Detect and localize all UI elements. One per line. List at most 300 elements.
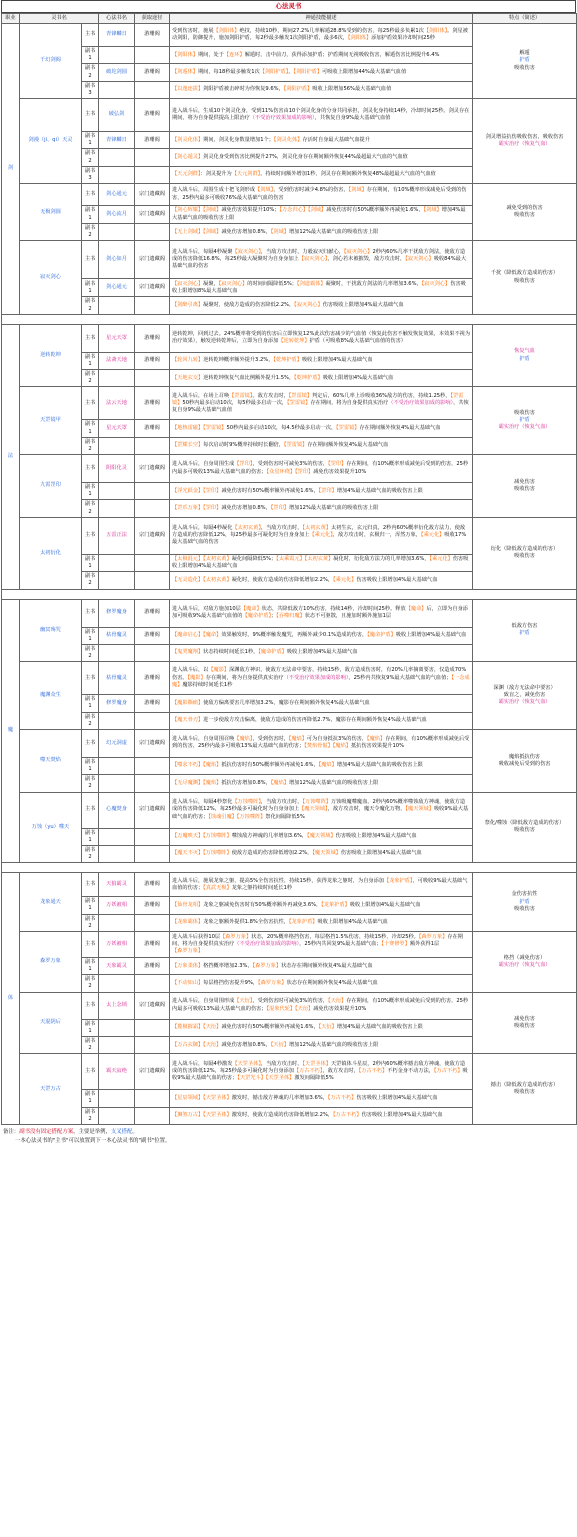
heart-book-cell: 霸天寂绝 (99, 1054, 135, 1090)
feature-cell (473, 99, 577, 184)
heart-book-cell (99, 644, 135, 661)
skill-desc-cell: 进入战斗后，在场上召唤【罡雷镜】。敌方攻击时，【罡雷镜】判定后，60%几率上诊吸收36%敌方的伤害，持续1.25秒，【罡雷镜】50秒内最多启动10次，每5秒最多启动一次，【罡雷镜】存在期间，将为自身提供真实治疗（不受治疗效果加成的影响），共恢复自身9%最大基础气血值 (170, 387, 473, 420)
book-name-cell: 逆转乾坤 (20, 324, 82, 387)
source-cell: 宗门遗藏阁 (135, 992, 170, 1019)
heart-book-cell (99, 149, 135, 166)
feature-tag: 护盾 (519, 898, 530, 905)
skill-desc-cell: 【剑遁体】期间，每18秒最多触发1次【剑阳护盾】，【剑阳护盾】可吸收上限增加44%最大基础气血值 (170, 64, 473, 81)
source-cell (135, 166, 170, 183)
heart-book-cell (99, 554, 135, 571)
section-gap (2, 589, 577, 599)
source-cell (135, 81, 170, 98)
role-cell: 主书 (82, 873, 99, 897)
skill-desc-cell: 进入战斗后，每隔4秒凝聚【寂灭剑心】，当敌方攻击时，力毅寂灭归献心，【寂灭剑心】2秒内60%几率干扰敌方剑法，使敌方造成的伤害降低16.8%，每25秒最大凝聚时为自身身加上【寂灭剑心】，剑心若未被摧毁，敌方攻击时，【寂灭剑心】吸收84%最大基础气血的伤害 (170, 241, 473, 279)
skill-desc-cell: 进入战斗后，每隔4秒凝化【太初玄黄】，当敌方攻击时，【太初玄黄】太初生玄，玄元归真，2秒内60%概率衍化敌方法力，使敌方造成的伤害降低12%，每25秒最多可凝化时为自身身加上【乘元化】，敌方攻击时，玄极归一，浑然万象，【乘元化】吸收17%最大基础气血的伤害 (170, 517, 473, 554)
section-gap (2, 863, 577, 873)
gap-cell (2, 863, 577, 873)
header-book-name: 灵书名 (20, 14, 99, 24)
skill-desc-cell: 进入战斗后，自身周围生成【罡印】，受到伤害时可减免3%的伤害，【罡印】存在期间，有10%概率形成减免后受到的伤害，25秒内最多可吸收13%最大基础气血的伤害；【众星环绕】【罡印】减免伤害效果提升10% (170, 455, 473, 483)
source-cell: 宗门遗藏阁 (135, 206, 170, 224)
skill-desc-cell: 进入战斗后，生成10个剑灵化身，受到11%伤害由10个剑灵化身的分身共同承担，剑灵化身持续14秒，冷却时间25秒。剑灵存在期间，将为自身提供提高上限治疗（不受治疗效果加成的影响），共恢复自身9%最大基础气血值 (170, 99, 473, 132)
heart-book-cell: 万妖被相 (99, 897, 135, 914)
role-cell: 副书1 (82, 47, 99, 64)
feature-tag: 减免伤害 (514, 478, 535, 485)
table-row (2, 99, 577, 132)
feature-tag: 吸收伤害 (514, 905, 535, 912)
source-cell: 游珊阁 (135, 99, 170, 132)
source-cell (135, 297, 170, 314)
role-cell: 副书2 (82, 1107, 99, 1124)
skill-desc-cell: 【地核雷磁】【罡雷镜】50秒内最多启动10次，每4.5秒最多启动一次，【罡雷镜】存在期间额外恢复4%最大基础气血 (170, 420, 473, 437)
book-name-cell: 天罡镜甲 (20, 387, 82, 455)
source-cell (135, 1019, 170, 1036)
note-red: 副书没有固定搭配方案 (19, 1129, 74, 1135)
heart-book-cell: 天狼霸灵 (99, 873, 135, 897)
role-cell: 副书2 (82, 914, 99, 931)
book-name-cell: 万蚀（yu）噬天 (20, 792, 82, 863)
feature-cell (473, 455, 577, 518)
heart-book-cell (99, 500, 135, 517)
role-cell: 副书1 (82, 132, 99, 149)
role-cell: 主书 (82, 662, 99, 695)
heart-book-cell (99, 572, 135, 589)
skill-desc-cell: 【仙骨龙相】龙象之躯减免伤害时有50%概率额外再减免3.6%，【龙象护盾】吸收上限增加4%最大基础气血 (170, 897, 473, 914)
feature-tag: 吸收伤害 (514, 212, 535, 219)
heart-book-cell: 剑心流月 (99, 206, 135, 224)
role-cell: 副书1 (82, 206, 99, 224)
skill-desc-cell: 【剑心辉耀】【剑域】减免伤害效果提升10%；【万念归心】【剑域】减免伤害时有50%概率额外再减免1.6%，【剑域】增加4%最大基础气血的吸收伤害上限 (170, 206, 473, 224)
feature-tag: 千扰（降低敌方造成的伤害） (490, 270, 559, 277)
note-prefix: 备注： (3, 1129, 20, 1135)
note-mid: ，主要是举例， (73, 1129, 111, 1135)
feature-tag: 剑灵增益抗伤吸收伤害，吸收伤害 (485, 133, 564, 140)
heart-book-cell (99, 1090, 135, 1107)
table-row (2, 517, 577, 554)
role-cell: 主书 (82, 241, 99, 279)
role-cell: 副书2 (82, 712, 99, 729)
source-cell: 宗门遗藏阁 (135, 1054, 170, 1090)
table-row (2, 729, 577, 757)
skill-desc-cell: 【轮回九转】逆转乾坤概率额外提升3.2%，【乾坤护盾】吸收上限增加4%最大基础气血 (170, 352, 473, 369)
role-cell: 副书2 (82, 975, 99, 992)
source-cell: 宗门遗藏阁 (135, 241, 170, 279)
role-cell: 副书3 (82, 166, 99, 183)
source-cell: 游珊阁 (135, 599, 170, 627)
feature-tag: 护盾 (519, 630, 530, 637)
skill-desc-cell: 【罡耀长空】每次启动时9%概率持续时长翻倍，【罡雷镜】存在期间额外恢复4%最大基础气血 (170, 437, 473, 454)
book-name-cell: 天混阴后 (20, 992, 82, 1054)
feature-cell (473, 873, 577, 932)
skill-desc-cell: 【魔天骨刃】进一步使敌方攻击偏离，使敌方造成的伤害再降低2.7%，魔影存在期间额外恢复4%最大基础气血 (170, 712, 473, 729)
source-cell: 宗门遗藏阁 (135, 792, 170, 828)
heart-book-cell: 天象霸灵 (99, 957, 135, 974)
heart-book-cell (99, 1019, 135, 1036)
feature-cell (473, 662, 577, 730)
role-cell: 主书 (82, 324, 99, 352)
heart-book-cell: 太上念锁 (99, 992, 135, 1019)
feature-tag: 霸实治疗（恢复气血） (498, 961, 551, 968)
table-row (2, 241, 577, 279)
skill-desc-cell: 【无灵造化】【太初玄黄】凝化时，使敌方造成的伤害降低增加2.2%，【乘元化】伤害吸收上限增加4%最大基础气血 (170, 572, 473, 589)
source-cell: 游珊阁 (135, 662, 170, 695)
source-cell: 宗门遗藏阁 (135, 729, 170, 757)
skill-desc-cell: 进入战斗后，对敌方施加10层【魔命】状态，共降低敌方10%伤害，持续14秒，冷却时间25秒。释放【魔命】后，立即为自身添加可吸收9%最大基础气血值的【魔命护盾】；【吞噬归魔】状态不可驱散，且施加时额外施加1层 (170, 599, 473, 627)
heart-book-cell: 星元天罩 (99, 420, 135, 437)
skill-desc-cell: 【万魔啖天】【万蚀噬阵】噬蚀敌方神魂的几率增加3.6%，【魔天领域】伤害吸收上限增加4%最大基础气血 (170, 828, 473, 845)
feature-tag: 吸收伤害 (514, 277, 535, 284)
heart-book-cell (99, 224, 135, 241)
heart-book-cell (99, 297, 135, 314)
skill-desc-cell: 【无尽魔渊】【魔焰】抵抗伤害增加0.8%，【魔焰】增加12%最大基础气血的吸收伤害上限 (170, 775, 473, 792)
career-cell: 魔 (2, 599, 20, 863)
heart-book-cell (99, 370, 135, 387)
heart-book-cell (99, 845, 135, 862)
sheet (1, 0, 576, 1148)
source-cell: 游珊阁 (135, 64, 170, 81)
heart-book-cell: 修罗魔身 (99, 599, 135, 627)
skill-desc-cell: 【噬求不朽】【魔焰】抵抗伤害时有50%概率额外再减免1.6%，【魔焰】增加4%最大基础气血的吸收伤害上限 (170, 757, 473, 774)
heart-book-cell (99, 1107, 135, 1124)
source-cell (135, 914, 170, 931)
heart-book-cell: 破坨剑圆 (99, 64, 135, 81)
feature-tag: 护盾 (519, 417, 530, 424)
table-row (2, 455, 577, 483)
skill-desc-cell: 【寂灭剑心】凝聚，【寂灭剑心】的时间间隔降低5%；【剑道霸体】凝聚时，干扰敌方剑法的几率增加3.6%，【寂灭剑心】伤害吸收上限增加8%最大基础气血 (170, 279, 473, 297)
feature-tag: 祭化/噬蚀（降低敌方造成的伤害） (484, 820, 565, 827)
book-name-cell: 千幻剑阁 (20, 24, 82, 99)
source-cell: 游珊阁 (135, 420, 170, 437)
gap-cell (2, 589, 577, 599)
heart-book-cell: 枯骨魔灵 (99, 627, 135, 644)
source-cell: 游珊阁 (135, 897, 170, 914)
skill-desc-cell: 【万象柔体】格挡概率增加2.3%，【森罗万象】状态存在期间额外恢复4%最大基础气血 (170, 957, 473, 974)
feature-cell (473, 184, 577, 241)
skill-desc-cell: 【不动如山】每层格挡伤害提升9%，【森罗万象】状态存在期间额外恢复4%最大基础气血 (170, 975, 473, 992)
source-cell (135, 1090, 170, 1107)
book-name-cell: 剑漫（ji、qi）天灵 (20, 99, 82, 184)
role-cell: 副书1 (82, 757, 99, 774)
source-cell: 宗门遗藏阁 (135, 517, 170, 554)
role-cell: 主书 (82, 387, 99, 420)
source-cell (135, 483, 170, 500)
source-cell: 游珊阁 (135, 627, 170, 644)
heart-book-cell: 幻元洞虚 (99, 729, 135, 757)
skill-desc-cell: 【天元剑群】：剑灵提升为【天元剑群】，持续时间额外增加1秒，剑灵存在期间额外恢复48%最超最大气血的气血值 (170, 166, 473, 183)
role-cell: 副书1 (82, 1090, 99, 1107)
feature-cell (473, 931, 577, 992)
feature-tag: 吸收伤害 (514, 553, 535, 560)
note-end: 。 (132, 1129, 138, 1135)
source-cell: 宗门遗藏阁 (135, 184, 170, 206)
table-row (2, 931, 577, 957)
header-career: 职业 (2, 14, 20, 24)
book-name-cell: 无极剑圆 (20, 184, 82, 241)
table-row (2, 324, 577, 352)
source-cell: 游珊阁 (135, 24, 170, 47)
book-name-cell: 龙象通天 (20, 873, 82, 932)
heart-book-cell (99, 483, 135, 500)
feature-tag: 格挡（减免伤害） (503, 954, 546, 961)
role-cell: 副书1 (82, 420, 99, 437)
book-name-cell: 森罗万象 (20, 931, 82, 992)
role-cell: 副书2 (82, 297, 99, 314)
skill-desc-cell: 【鬼哭魔翔】状态持续时间延长1秒，【魔命护盾】吸收上限增加4%最大基础气血 (170, 644, 473, 661)
source-cell (135, 775, 170, 792)
feature-cell (473, 992, 577, 1054)
role-cell: 主书 (82, 599, 99, 627)
feature-cell (473, 1054, 577, 1125)
feature-tag: 吸收减免后受到的伤害 (498, 760, 551, 767)
feature-tag: 霸实治疗（恢复气血） (498, 141, 551, 148)
header-heart-book: 心法书名 (99, 14, 135, 24)
role-cell: 副书2 (82, 775, 99, 792)
role-cell: 副书2 (82, 437, 99, 454)
book-name-cell: 噬天焚焰 (20, 729, 82, 792)
book-name-cell: 寂灭剑心 (20, 241, 82, 314)
feature-cell (473, 241, 577, 314)
role-cell: 主书 (82, 517, 99, 554)
role-cell: 副书2 (82, 370, 99, 387)
source-cell (135, 975, 170, 992)
table-row (2, 792, 577, 828)
feature-tag: 吸收伤害 (514, 64, 535, 71)
skill-desc-cell: 【罡爪万象】【罡印】减免伤害增加0.8%，【罡印】增加12%最大基础气血的吸收伤害上限 (170, 500, 473, 517)
heart-book-cell: 万妖被相 (99, 931, 135, 957)
header-feature: 特点（简述） (473, 14, 577, 24)
role-cell: 主书 (82, 1054, 99, 1090)
skill-desc-cell: 进入战斗后，每隔4秒激发【天罡圣体】，当敌方攻击时，【天罡圣体】天罡镇体斗星辰，2秒内60%概率撼击敌方神魂，使敌方造成的伤害降低12%，每25秒最多可凝化时为自身添加【万古不朽】，敌方攻击时，【万古不朽】不朽金身不动万法，【万古不朽】吸收9%最大基础气血的伤害；【天罡光斗】【天罡圣体】激发间隔降低5% (170, 1054, 473, 1090)
heart-book-cell (99, 757, 135, 774)
heart-book-cell (99, 975, 135, 992)
source-cell (135, 1036, 170, 1053)
role-cell: 副书2 (82, 224, 99, 241)
role-cell: 副书1 (82, 483, 99, 500)
source-cell (135, 712, 170, 729)
heart-book-cell: 阴阳化灵 (99, 455, 135, 483)
book-name-cell: 魔渊众生 (20, 662, 82, 730)
table-row (2, 1054, 577, 1090)
heart-book-cell (99, 775, 135, 792)
gap-cell (2, 314, 577, 324)
feature-tag: 解遁 (519, 50, 530, 57)
source-cell: 游珊阁 (135, 873, 170, 897)
role-cell: 副书1 (82, 627, 99, 644)
heart-book-cell: 剑心如月 (99, 241, 135, 279)
heart-book-cell: 法云天地 (99, 387, 135, 420)
footnote (1, 1125, 576, 1148)
role-cell: 副书1 (82, 828, 99, 845)
feature-tag: 护盾 (519, 355, 530, 362)
feature-cell (473, 599, 577, 662)
table-row (2, 387, 577, 420)
feature-tag: 深渊（敌方无法命中要害） (493, 684, 556, 691)
source-cell: 宗门遗藏阁 (135, 279, 170, 297)
role-cell: 副书2 (82, 644, 99, 661)
source-cell: 游珊阁 (135, 352, 170, 369)
skill-book-table (1, 13, 577, 1125)
table-row (2, 599, 577, 627)
source-cell: 游珊阁 (135, 324, 170, 352)
feature-cell (473, 387, 577, 455)
header-skill-desc: 神通技能描述 (170, 14, 473, 24)
role-cell: 主书 (82, 24, 99, 47)
role-cell: 主书 (82, 792, 99, 828)
role-cell: 副书1 (82, 554, 99, 571)
source-cell (135, 500, 170, 517)
skill-desc-cell: 受到伤害时，施展【剑阳体】绝技，持续10秒，期间27.2%几率解遁28.8%受到的伤害，每25秒最多负累1次【剑阳体】。剑星被动剑阳，防御提升，施加剑阳护盾，每2秒最多触发1次剑阳护盾，最多6次，【剑阳体】添加护盾效果冷却时间25秒 (170, 24, 473, 47)
skill-desc-cell: 【以逸连拔】剑阳护盾被击碎时为你恢复9.6%，【剑阳护盾】吸收上限增加56%最大基础气血值 (170, 81, 473, 98)
feature-cell (473, 792, 577, 863)
role-cell: 副书2 (82, 845, 99, 862)
feature-cell (473, 729, 577, 792)
heart-book-cell: 星元天罩 (99, 324, 135, 352)
feature-tag: 吸收伤害 (514, 827, 535, 834)
role-cell: 副书1 (82, 957, 99, 974)
feature-tag: 护盾 (519, 57, 530, 64)
skill-desc-cell: 【浮光跃金】【罡印】减免伤害时有50%概率额外再减免1.6%，【罡印】增加4%最大基础气血的吸收伤害上限 (170, 483, 473, 500)
heart-book-cell: 青锋麟日 (99, 24, 135, 47)
feature-tag: 魔焰抵抗伤害 (508, 753, 541, 760)
feature-tag: 恢复气血 (514, 348, 535, 355)
role-cell: 副书1 (82, 897, 99, 914)
source-cell: 宗门遗藏阁 (135, 455, 170, 483)
role-cell: 主书 (82, 729, 99, 757)
heart-book-cell (99, 47, 135, 64)
heart-book-cell (99, 1036, 135, 1053)
source-cell (135, 149, 170, 166)
skill-desc-cell: 【魔天不灭】【万蚀噬阵】使敌方造成的伤害降低增加2.2%，【魔天领域】伤害吸收上限增加4%最大基础气血 (170, 845, 473, 862)
feature-tag: 低敌方伤害 (511, 623, 538, 630)
role-cell: 副书2 (82, 64, 99, 81)
heart-book-cell: 枯骨魔灵 (99, 662, 135, 695)
source-cell: 游珊阁 (135, 387, 170, 420)
heart-book-cell: 剑心通元 (99, 184, 135, 206)
skill-desc-cell: 进入战斗后，以【魔影】深渊敌方神识，使敌方无法命中要害，持续15秒，敌方造成伤害时，有20%几率摘离要害，仅造成70%伤害。【魔影】存在期间，将为自身提供真实治疗（不受治疗效果加成的影响），25秒内共恢复9%最大基础气血的气血值；【一念成魔】魔影持续时间延长1秒 (170, 662, 473, 695)
heart-book-cell: 修罗魔身 (99, 695, 135, 712)
role-cell: 副书2 (82, 149, 99, 166)
role-cell: 副书2 (82, 572, 99, 589)
role-cell: 主书 (82, 992, 99, 1019)
heart-book-cell: 心魔焚身 (99, 792, 135, 828)
note-line2: 一本心法灵书的"主书"可以放置到下一本心法灵书的"副书"位置。 (15, 1137, 171, 1144)
feature-cell (473, 324, 577, 387)
feature-tag: 减免伤害 (514, 1015, 535, 1022)
feature-cell (473, 517, 577, 589)
career-cell: 体 (2, 873, 20, 1125)
table-row (2, 184, 577, 206)
role-cell: 副书2 (82, 500, 99, 517)
heart-book-cell: 剑心通元 (99, 279, 135, 297)
heart-book-cell (99, 914, 135, 931)
book-name-cell: 幽冥殇咒 (20, 599, 82, 662)
note-blue: 支叉搭配 (110, 1129, 133, 1135)
skill-desc-cell: 【剑灵化体】期间，剑灵化身数量增加1个；【剑灵化体】存活时自身最大基础气血提升 (170, 132, 473, 149)
feature-cell (473, 24, 577, 99)
role-cell: 副书1 (82, 279, 99, 297)
feature-tag: 金伤害抗性 (511, 891, 538, 898)
feature-tag: 减免受到的伤害 (506, 205, 543, 212)
career-cell: 法 (2, 324, 20, 589)
skill-desc-cell: 进入战斗后获得10层【森罗万象】状态，20%概率格挡伤害，每层格挡1.5%伤害，持续15秒，冷却25秒。【森罗万象】存在期间，将为自身提供真实治疗（不受治疗效果加成的影响），25秒内共回复9%最大基础气血；【十赛修罗】额外获得1层【森罗万象】 (170, 931, 473, 957)
skill-desc-cell: 逆转乾坤，回到过去。24%概率将受到的伤害后立即恢复12%此次伤害减少的气血值（恢复此伤害不触发恢复效果，本效果不视为治疗效果），触发逆转乾坤后，立即为自身添加【逆转乾坤】护盾（可吸收8%最大基础气血值的伤害） (170, 324, 473, 352)
role-cell: 副书2 (82, 1036, 99, 1053)
skill-desc-cell: 【星辰领域】【天罡圣体】激发时，撼击敌方神魂的几率增加3.6%，【万古不朽】伤害吸收上限增加4%最大基础气血 (170, 1090, 473, 1107)
role-cell: 主书 (82, 99, 99, 132)
role-cell: 副书1 (82, 1019, 99, 1036)
career-cell: 剑 (2, 24, 20, 315)
source-cell (135, 224, 170, 241)
source-cell (135, 370, 170, 387)
heart-book-cell: 青锋麟日 (99, 132, 135, 149)
skill-desc-cell: 【剑阳体】期间，处于【连环】解遁时，击中前刀，获得添加护盾；护盾期间无视吸收伤害，解遁伤害比例提升6.4% (170, 47, 473, 64)
feature-tag: 吸收伤害 (514, 1022, 535, 1029)
feature-tag: 撼击（降低敌方造成的伤害） (490, 1081, 559, 1088)
skill-desc-cell: 进入战斗后，每隔4秒祭化【万蚀噬阵】，当敌方攻击时，【万蚀噬阵】万蚀吸魔噬魔血，2秒内60%概率噬蚀敌方神魂，使敌方造成的伤害降低12%，每25秒最多可凝化时为自身身加上【魔天领域】，敌方攻击时，魔天令魔化万物，【魔天领域】吸收9%最大基础气血的伤害；【蚀魂引魔】【万蚀噬阵】祭化间隔降低5% (170, 792, 473, 828)
source-cell (135, 644, 170, 661)
source-cell: 游珊阁 (135, 132, 170, 149)
source-cell (135, 845, 170, 862)
role-cell: 副书1 (82, 695, 99, 712)
table-row (2, 873, 577, 897)
source-cell (135, 828, 170, 845)
source-cell (135, 554, 170, 571)
skill-desc-cell: 【剑心遁灵】剑灵化身受到伤害比例提升27%，剑灵化身存在期间额外恢复44%最超最大气血的气血值 (170, 149, 473, 166)
heart-book-cell (99, 81, 135, 98)
heart-book-cell: 法斋天地 (99, 352, 135, 369)
skill-desc-cell: 【万古玄御】【天衍】减免伤害增加0.8%，【天衍】增加12%最大基础气血的吸收伤害上限 (170, 1036, 473, 1053)
table-row (2, 24, 577, 47)
source-cell: 游珊阁 (135, 695, 170, 712)
source-cell (135, 1107, 170, 1124)
book-name-cell: 天罡万古 (20, 1054, 82, 1125)
skill-desc-cell: 【龙象霸体】龙象之躯额外提供1.8%全伤害抗性，【龙象护盾】吸收上限增加4%最大基础气血 (170, 914, 473, 931)
skill-desc-cell: 【魔影撕痛】使敌方偏离要害几率增加3.2%，魔影存在期间额外恢复4%最大基础气血 (170, 695, 473, 712)
skill-desc-cell: 进入战斗后，自身周围形成【天衍】，受到伤害时可减免3%的伤害，【天衍】存在期间，有10%概率形成减免后受到的伤害，25秒内最多可吸收13%最大基础气血的伤害；【混象代轮】【天衍】减免伤害效果提升10% (170, 992, 473, 1019)
skill-desc-cell: 进入战斗后，施展龙象之躯，提高5%全伤害抗性，持续15秒，获得龙象之躯时，为自身添加【龙象护盾】，可吸收9%最大基础气血值的伤害；【真武无极】龙象之躯持续时间延长1秒 (170, 873, 473, 897)
book-name-cell: 九霄罡印 (20, 455, 82, 518)
source-cell: 游珊阁 (135, 931, 170, 957)
source-cell (135, 47, 170, 64)
source-cell: 游珊阁 (135, 957, 170, 974)
skill-desc-cell: 【无上剑域】【剑域】减免伤害增加0.8%，【剑域】增加12%最大基础气血的吸收伤害上限 (170, 224, 473, 241)
skill-desc-cell: 【狮煞万古】【天罡圣体】激发时，使敌方造成的伤害降低增加2.2%，【万古不朽】伤害吸收上限增加4%最大基础气血 (170, 1107, 473, 1124)
feature-tag: 吸收伤害 (514, 485, 535, 492)
skill-desc-cell: 【揽极摧霜】【天衍】减免伤害时有50%概率额外再减免1.6%，【天衍】增加4%最大基础气血的吸收伤害上限 (170, 1019, 473, 1036)
skill-desc-cell: 进入战斗后，自身周围召唤【魔焰】，受到伤害时，【魔焰】可为自身抵抗3%的伤害，【魔焰】存在期间，有10%概率形成减免后受到的伤害，25秒内最多可吸收13%最大基础气血的伤害；【焚焰骨骷】【魔焰】抵抗伤害效果提升10% (170, 729, 473, 757)
source-cell (135, 757, 170, 774)
table-row (2, 662, 577, 695)
skill-desc-cell: 进入战斗后，周围生成十把飞剑形成【剑域】，受到伤害时减少4.8%的伤害，【剑域】存在期间，有10%概率形成减免后受到的伤害，25秒内最多可吸收76%最大基础气血的伤害 (170, 184, 473, 206)
section-gap (2, 314, 577, 324)
role-cell: 主书 (82, 455, 99, 483)
heart-book-cell (99, 437, 135, 454)
heart-book-cell (99, 166, 135, 183)
heart-book-cell (99, 828, 135, 845)
header-row (2, 14, 577, 24)
header-source: 获取途径 (135, 14, 170, 24)
skill-desc-cell: 【天地玄交】逆转乾坤恢复气血比例额外提升1.5%，【乾坤护盾】吸收上限增加4%最大基础气血 (170, 370, 473, 387)
book-name-cell: 太初衍化 (20, 517, 82, 589)
feature-tag: 衍化（降低敌方造成的伤害） (490, 545, 559, 552)
heart-book-cell (99, 712, 135, 729)
role-cell: 副书1 (82, 352, 99, 369)
feature-tag: 霸实治疗（恢复气血） (498, 424, 551, 431)
feature-tag: 致盲之，减免伤害 (503, 691, 546, 698)
heart-book-cell: 五雷正法 (99, 517, 135, 554)
feature-tag: 吸收伤害 (514, 1089, 535, 1096)
role-cell: 主书 (82, 184, 99, 206)
source-cell (135, 437, 170, 454)
